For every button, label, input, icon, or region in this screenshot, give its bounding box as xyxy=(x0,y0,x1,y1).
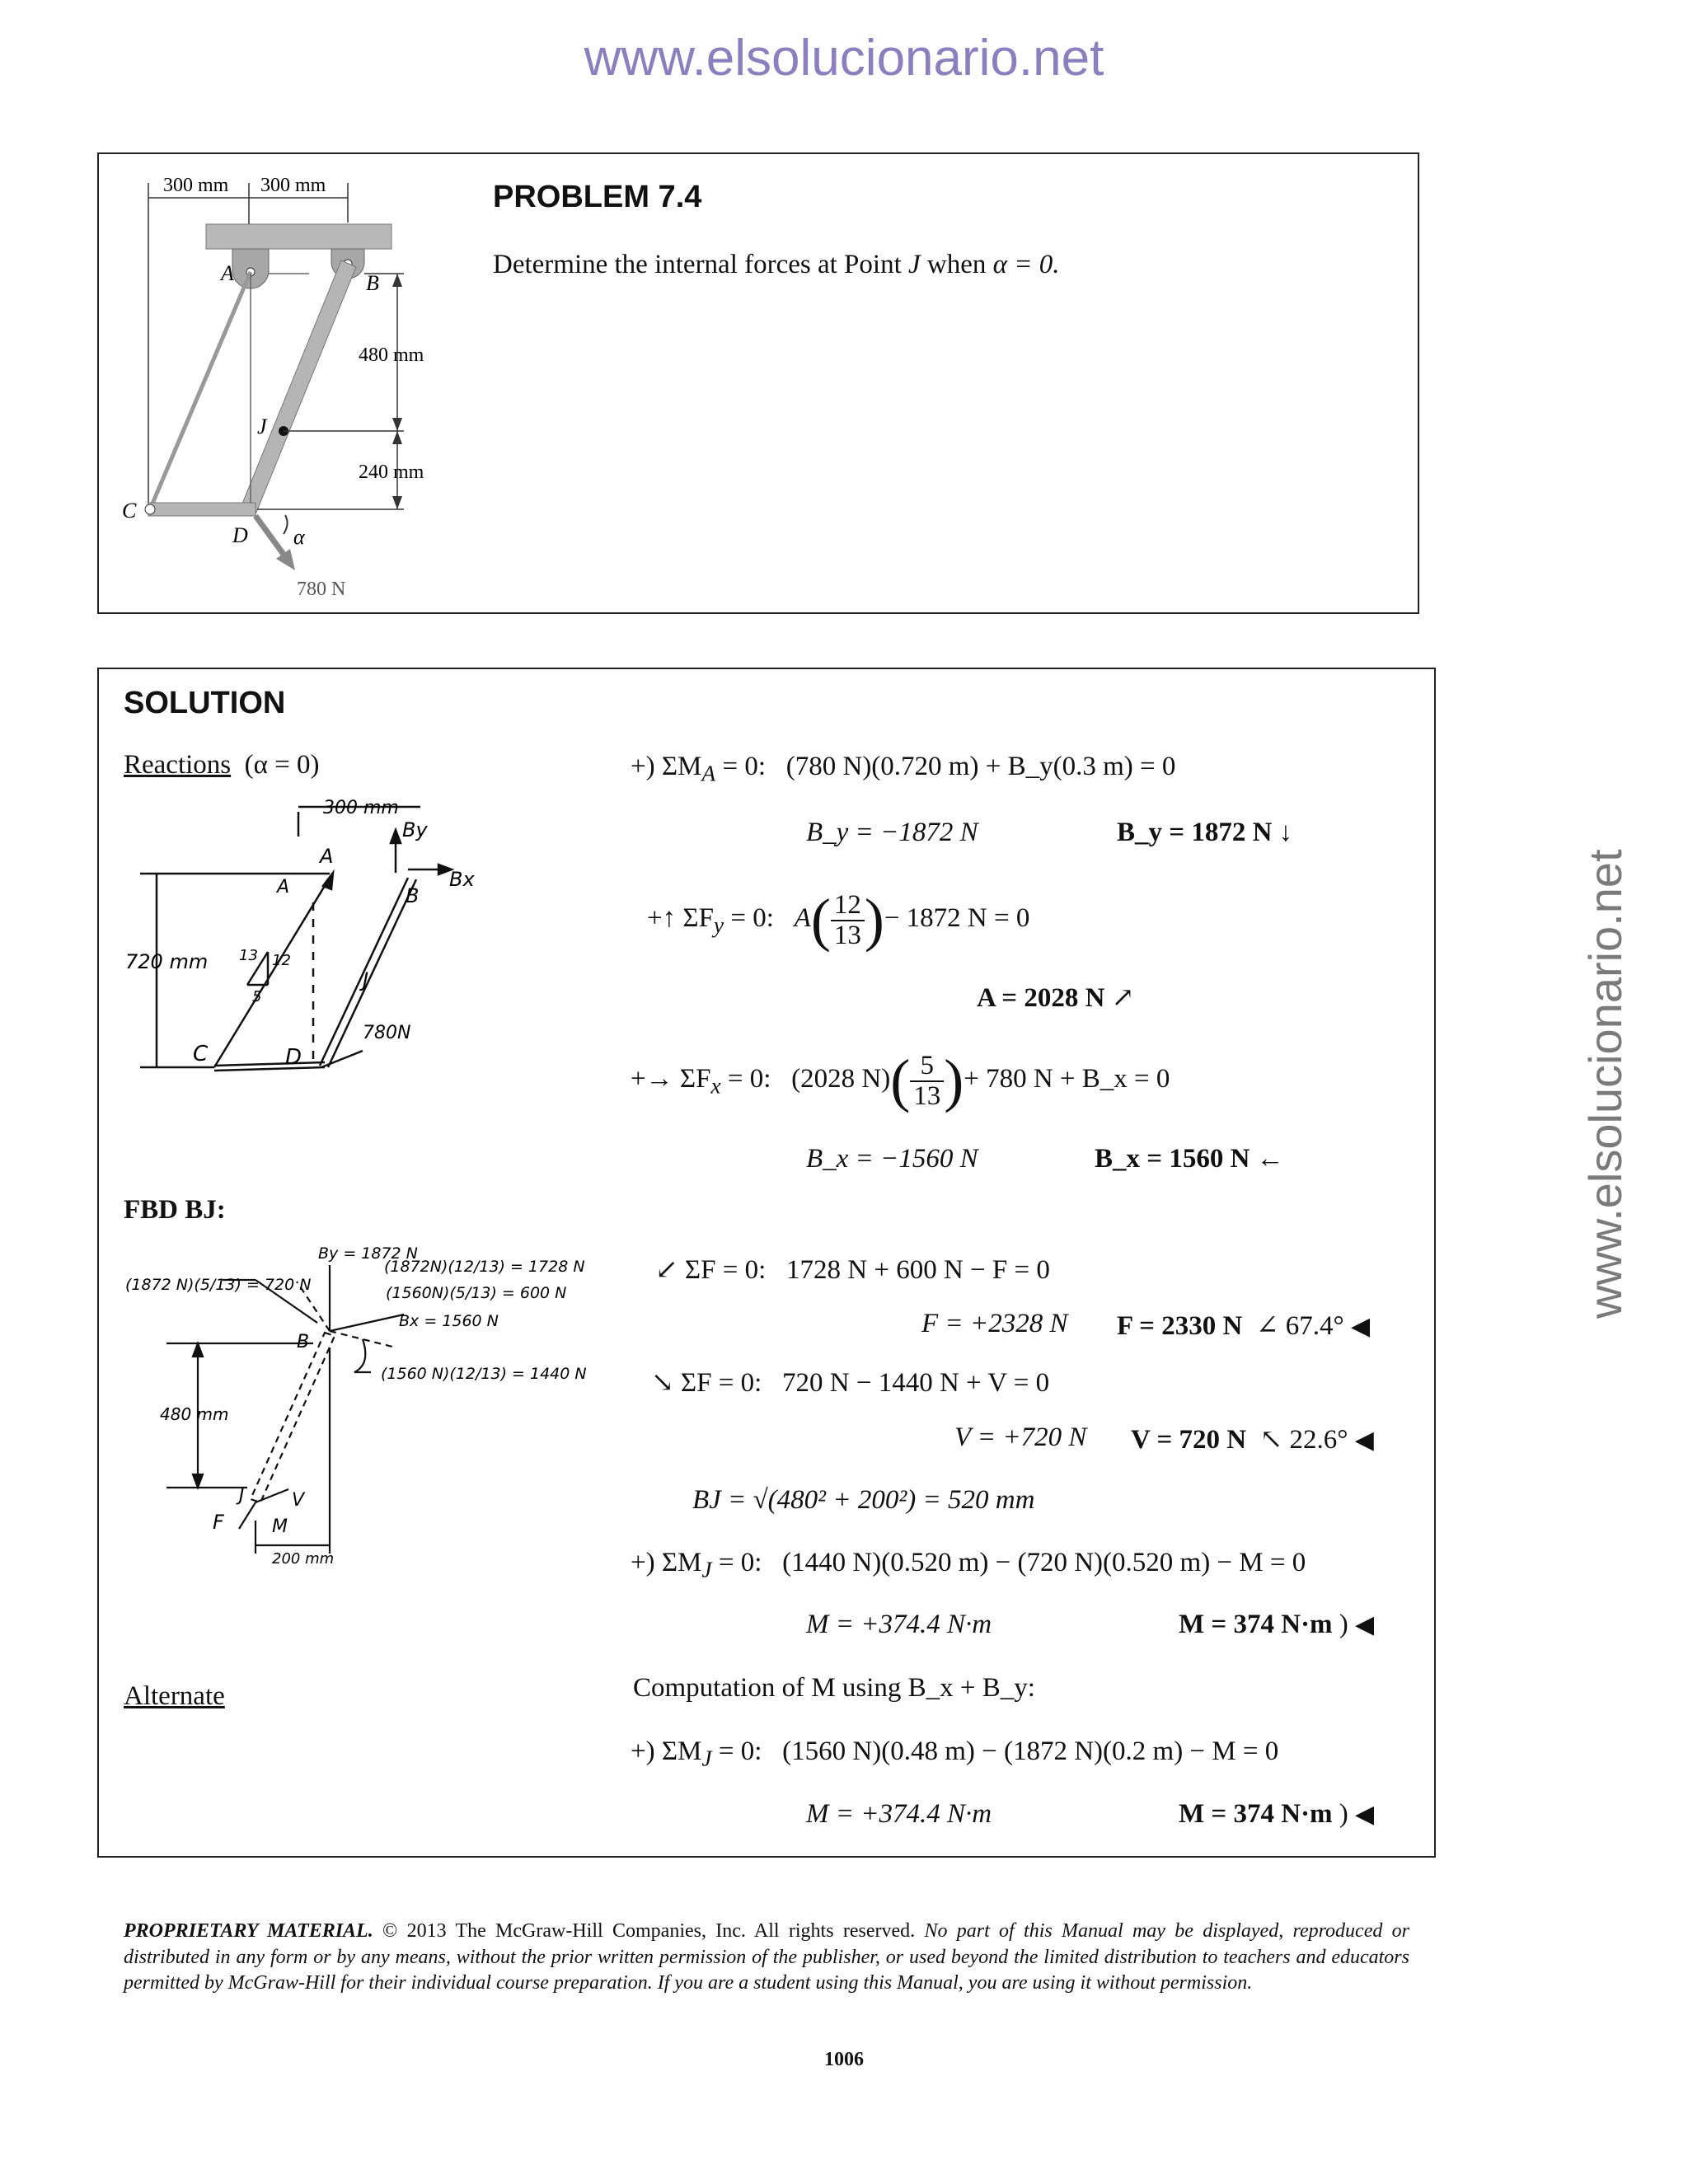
eq-alt-M-value: M = +374.4 N·m xyxy=(806,1799,992,1829)
svg-text:Bx: Bx xyxy=(449,868,475,891)
svg-text:α: α xyxy=(293,525,305,549)
svg-text:(1872 N)(5/13) = 720 N: (1872 N)(5/13) = 720 N xyxy=(125,1276,312,1294)
svg-text:480 mm: 480 mm xyxy=(160,1404,229,1424)
eq-F-result: F = 2330 N ∠ 67.4° ◀ xyxy=(1117,1311,1371,1341)
eq-F-value: F = +2328 N xyxy=(921,1309,1068,1338)
dim-300-left: 300 mm xyxy=(163,175,229,196)
svg-text:By = 1872 N: By = 1872 N xyxy=(318,1244,418,1263)
svg-text:A: A xyxy=(277,877,290,898)
svg-text:B: B xyxy=(297,1332,310,1352)
svg-text:V: V xyxy=(292,1490,305,1511)
eq-sum-Fy: +↑ $\Sigma F_y = 0$: A( $\frac{12}{13}$ )− 1872 N = 0 xyxy=(647,887,1030,953)
eq-sum-F-axial: ↙ ΣF = 0: 1728 N + 600 N − F = 0 xyxy=(655,1255,1050,1285)
load-arrow xyxy=(256,516,287,559)
load-label: 780 N xyxy=(297,579,346,600)
solution-title: SOLUTION xyxy=(124,686,286,720)
svg-text:5: 5 xyxy=(252,988,262,1005)
sketch-fbd xyxy=(124,1240,602,1586)
svg-text:By: By xyxy=(402,818,428,841)
svg-text:J: J xyxy=(363,968,369,991)
eq-alt-M-result: M = 374 N·m ) ◀ xyxy=(1179,1799,1375,1829)
problem-figure xyxy=(107,165,470,602)
eq-A-result: A = 2028 N ↗ xyxy=(977,983,1135,1013)
eq-BJ-length: BJ = √(480² + 200²) = 520 mm xyxy=(692,1485,1035,1515)
eq-moment-A: +) $\Sigma M_A = 0$: (780 N)(0.720 m) + B_y(0.3 m) = 0 xyxy=(631,752,1176,786)
eq-sum-F-shear: ↘ ΣF = 0: 720 N − 1440 N + V = 0 xyxy=(651,1368,1050,1398)
svg-text:D: D xyxy=(285,1045,302,1070)
eq-M-value: M = +374.4 N·m xyxy=(806,1610,992,1639)
svg-text:200 mm: 200 mm xyxy=(272,1550,335,1568)
eq-Bx-value: B_x = −1560 N xyxy=(806,1144,978,1174)
svg-text:M: M xyxy=(272,1516,288,1537)
eq-alt-moment-J: +) $\Sigma M_J = 0$: (1560 N)(0.48 m) − (1872 N)(0.2 m) − M = 0 xyxy=(631,1736,1279,1771)
alternate-heading: Alternate xyxy=(124,1681,225,1711)
dim-300-right: 300 mm xyxy=(260,175,326,196)
svg-text:780N: 780N xyxy=(363,1023,411,1043)
eq-alt-heading: Computation of M using B_x + B_y: xyxy=(633,1673,1035,1703)
svg-text:J: J xyxy=(257,415,267,438)
sketch-reactions xyxy=(124,795,486,1076)
svg-text:A: A xyxy=(221,261,234,285)
svg-text:A: A xyxy=(320,845,334,868)
svg-text:(1560N)(5/13) = 600 N: (1560N)(5/13) = 600 N xyxy=(386,1284,567,1302)
ceiling xyxy=(206,224,392,249)
fbd-heading: FBD BJ: xyxy=(124,1195,226,1225)
svg-text:(1560 N)(12/13) = 1440 N: (1560 N)(12/13) = 1440 N xyxy=(381,1365,587,1383)
member-CD xyxy=(148,503,256,516)
svg-text:D: D xyxy=(232,523,248,547)
eq-Bx-result: B_x = 1560 N ← xyxy=(1095,1144,1284,1174)
svg-text:13: 13 xyxy=(239,947,258,964)
svg-text:B: B xyxy=(406,884,420,907)
eq-V-result: V = 720 N ↖ 22.6° ◀ xyxy=(1131,1425,1374,1455)
svg-text:C: C xyxy=(193,1042,209,1066)
eq-M-result: M = 374 N·m ) ◀ xyxy=(1179,1610,1375,1639)
page-number: 1006 xyxy=(824,2049,864,2070)
svg-text:C: C xyxy=(122,499,137,523)
problem-title: PROBLEM 7.4 xyxy=(493,180,702,214)
svg-text:Bx = 1560 N: Bx = 1560 N xyxy=(399,1312,499,1330)
eq-moment-J: +) $\Sigma M_J = 0$: (1440 N)(0.520 m) − (720 N)(0.520 m) − M = 0 xyxy=(631,1548,1306,1582)
dim-240: 240 mm xyxy=(359,462,424,483)
eq-sum-Fx: +→ $\Sigma F_x = 0$: (2028 N)( $\frac{5}{13}$ )+ 780 N + B_x = 0 xyxy=(631,1047,1170,1113)
dim-480: 480 mm xyxy=(359,344,424,366)
reactions-heading: Reactions (α = 0) xyxy=(124,750,320,780)
eq-V-value: V = +720 N xyxy=(954,1422,1087,1452)
watermark-side: www.elsolucionario.net xyxy=(1579,849,1631,1319)
problem-statement: Determine the internal forces at Point J when α = 0. xyxy=(493,250,1060,279)
svg-text:300 mm: 300 mm xyxy=(323,798,399,818)
eq-By-result: B_y = 1872 N ↓ xyxy=(1117,818,1293,847)
watermark-top: www.elsolucionario.net xyxy=(584,30,1104,87)
svg-text:12: 12 xyxy=(272,952,291,969)
svg-text:F: F xyxy=(213,1511,224,1534)
svg-text:(1872N)(12/13) = 1728 N: (1872N)(12/13) = 1728 N xyxy=(384,1258,585,1276)
link-AC xyxy=(150,272,251,509)
member-BD xyxy=(241,260,356,514)
eq-By-value: B_y = −1872 N xyxy=(806,818,978,847)
svg-text:J: J xyxy=(239,1485,245,1506)
svg-text:720 mm: 720 mm xyxy=(125,950,209,973)
proprietary-notice: PROPRIETARY MATERIAL. © 2013 The McGraw-Hill Companies, Inc. All rights reserved. No part of this Manual may be displayed, reproduced or distributed in any form or by any means, without the prior written permission of the publisher, or used beyond the limited distribution to teachers and educators permitted by McGraw-Hill for their individual course preparation. If you are a student using this Manual, you are using it without permission. xyxy=(124,1920,1409,1994)
svg-text:B: B xyxy=(366,271,379,295)
